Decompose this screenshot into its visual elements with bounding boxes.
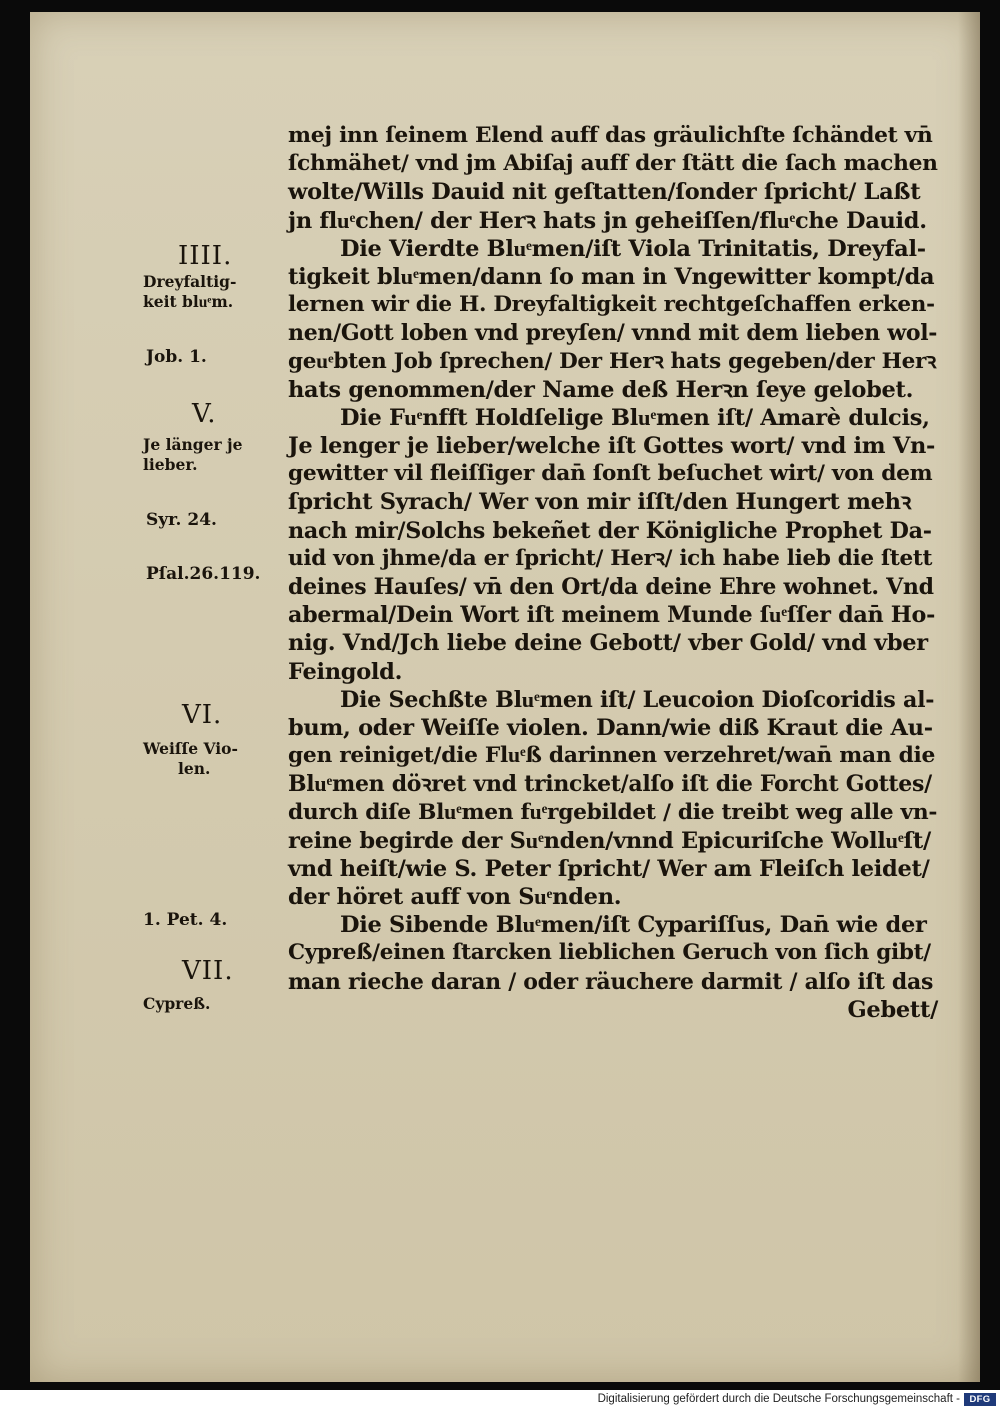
text-line: Feingold. [288, 658, 403, 685]
text-line: jn fluͤchen/ der Herꝛ hats jn geheiſſen/fluͤche Dauid. [288, 207, 927, 234]
margin-label-5-line1: Je länger je [143, 435, 243, 454]
text-line: hats genommen/der Name deß Herꝛn ſeye gelobet. [288, 376, 914, 403]
text-line: nig. Vnd/Jch liebe deine Gebott/ vber Gold/ vnd vber [288, 630, 928, 657]
text-line: abermal/Dein Wort iſt meinem Munde ſuͤſſer dan̄ Ho- [288, 602, 936, 629]
text-line: man rieche daran / oder räuchere darmit / alſo iſt das [288, 968, 934, 995]
text-line: deines Hauſes/ vn̄ den Ort/da deine Ehre wohnet. Vnd [288, 574, 934, 600]
margin-numeral-7: VII. [182, 956, 234, 986]
text-line: bum, oder Weiſſe violen. Dann/wie diß Kraut die Au- [288, 714, 933, 741]
margin-label-4-line1: Dreyfaltig- [143, 272, 237, 291]
main-text-block [288, 122, 938, 1024]
text-line: geuͤbten Job ſprechen/ Der Herꝛ hats gegeben/der Herꝛ [288, 348, 936, 374]
text-line: reine begirde der Suͤnden/vnnd Epicuriſche Wolluͤſt/ [288, 827, 931, 854]
text-line: wolte/Wills Dauid nit geſtatten/ſonder ſpricht/ Laßt [288, 179, 921, 206]
text-line: tigkeit bluͤmen/dann ſo man in Vngewitter kompt/da [288, 263, 935, 290]
margin-label-6-line2: len. [178, 759, 211, 778]
book-page [30, 12, 980, 1382]
text-line: Die Sibende Bluͤmen/iſt Cypariſſus, Dan̄ wie der [340, 912, 927, 939]
footer-credit: Digitalisierung gefördert durch die Deutsche Forschungsgemeinschaft - [597, 1393, 960, 1405]
margin-label-4-line2: keit bluͤm. [143, 292, 234, 311]
text-line: ſpricht Syrach/ Wer von mir iſſt/den Hungert mehꝛ [288, 489, 912, 516]
margin-ref-psalm: Pſal.26.119. [146, 564, 261, 584]
text-line: Gebett/ [847, 996, 938, 1023]
text-line: gen reiniget/die Fluͤß darinnen verzehret/wan̄ man die [288, 743, 936, 769]
margin-label-6-line1: Weiſſe Vio- [143, 739, 238, 758]
dfg-logo: DFG [964, 1393, 996, 1406]
text-line: mej inn ſeinem Elend auff das gräulichſte ſchändet vn̄ [288, 123, 933, 148]
text-line: durch diſe Bluͤmen fuͤrgebildet / die treibt weg alle vn- [288, 799, 938, 825]
text-line: nach mir/Solchs bekeñet der Königliche Prophet Da- [288, 517, 932, 544]
text-line: Die Sechßte Bluͤmen iſt/ Leucoion Dioſcoridis al- [340, 686, 935, 713]
margin-numeral-6: VI. [182, 700, 223, 730]
text-line: gewitter vil fleiſſiger dan̄ ſonſt beſuchet wirt/ von dem [288, 461, 933, 487]
text-line: uid von jhme/da er ſpricht/ Herꝛ/ ich habe lieb die ſtett [288, 545, 933, 571]
margin-label-7: Cypreß. [143, 994, 211, 1013]
page-edge-shadow [958, 12, 980, 1382]
text-line: Je lenger je lieber/welche iſt Gottes wort/ vnd im Vn- [288, 433, 936, 460]
text-line: Cypreß/einen ſtarcken lieblichen Geruch von ſich gibt/ [288, 940, 931, 966]
margin-label-5-line2: lieber. [143, 455, 198, 474]
text-line: Die Vierdte Bluͤmen/iſt Viola Trinitatis, Dreyfal- [340, 235, 926, 262]
margin-numeral-5: V. [192, 399, 217, 429]
text-line: lernen wir die H. Dreyfaltigkeit rechtgeſchaffen erken- [288, 292, 935, 318]
digitization-footer [0, 1390, 1000, 1410]
margin-ref-syrach: Syr. 24. [146, 510, 217, 530]
text-line: Bluͤmen döꝛret vnd trincket/alſo iſt die Forcht Gottes/ [288, 771, 932, 798]
margin-numeral-4: IIII. [178, 241, 233, 271]
text-line: ſchmähet/ vnd jm Abiſaj auff der ſtätt die ſach machen [288, 151, 938, 177]
text-line: Die Fuͤnfft Holdſelige Bluͤmen iſt/ Amarè dulcis, [340, 404, 930, 431]
text-line: der höret auff von Suͤnden. [288, 884, 622, 911]
margin-ref-job: Job. 1. [146, 347, 207, 367]
text-line: vnd heiſt/wie S. Peter ſpricht/ Wer am Fleiſch leidet/ [288, 855, 930, 882]
margin-ref-peter: 1. Pet. 4. [143, 910, 228, 930]
text-line: nen/Gott loben vnd preyſen/ vnnd mit dem lieben wol- [288, 320, 938, 347]
